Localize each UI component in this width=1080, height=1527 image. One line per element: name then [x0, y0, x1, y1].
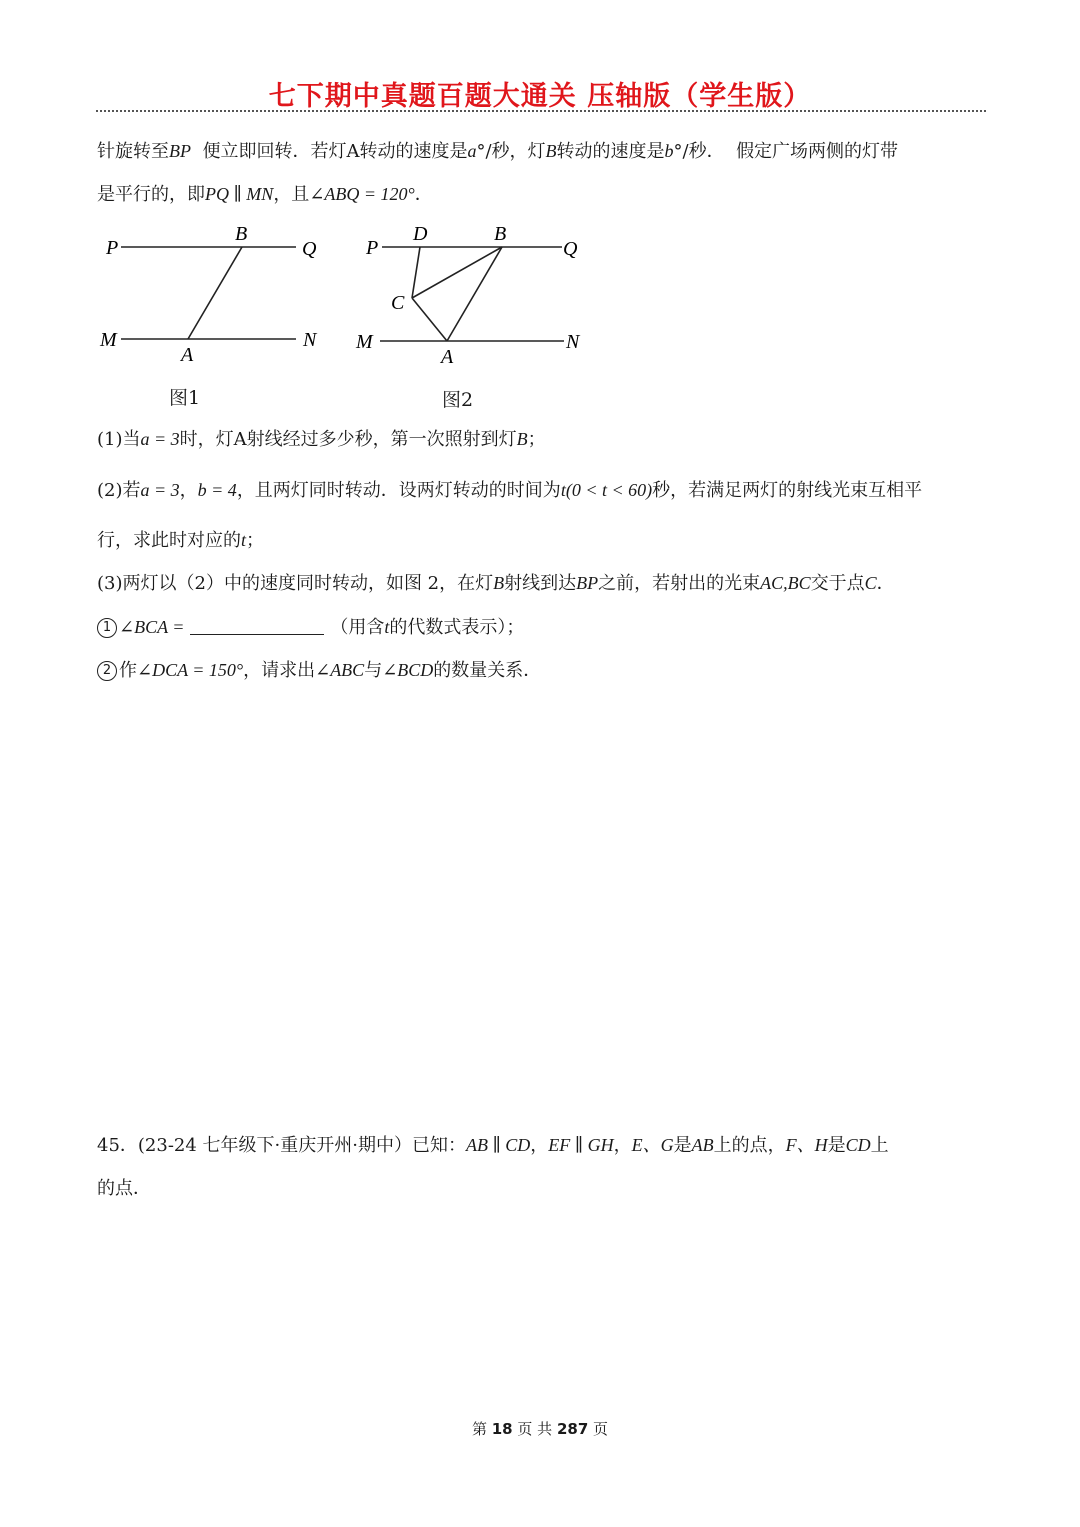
math-acbc: AC,BC — [760, 573, 811, 593]
footer-suffix: 页 — [593, 1420, 609, 1438]
label-m: M — [356, 331, 373, 353]
intro-line-2 — [97, 182, 433, 207]
math-bp: BP — [169, 141, 191, 161]
segment-cb — [412, 247, 502, 298]
question-2-cont — [97, 528, 264, 553]
text: ， — [613, 1135, 632, 1156]
text: 之前，若射出的光束 — [598, 573, 761, 594]
page-footer — [0, 1418, 1080, 1439]
label-q: Q — [563, 238, 578, 260]
text: 的数量关系． — [433, 660, 542, 681]
text: 行，求此时对应的 — [97, 530, 241, 551]
math-angle: ∠ABQ = 120° — [309, 184, 415, 204]
text: 便立即回转．若灯 — [202, 141, 347, 162]
label-n: N — [303, 329, 317, 351]
text: 45．(23-24 七年级下·重庆开州·期中）已知： — [97, 1135, 466, 1156]
math-abc: ∠ABC — [315, 660, 365, 680]
text: ． — [414, 184, 433, 205]
math-b: B — [493, 573, 505, 593]
text: 上的点， — [713, 1135, 786, 1156]
text: 射线经过多少秒，第一次照射到灯 — [246, 429, 517, 450]
page-number: 18 — [491, 1420, 513, 1438]
segment-ca — [412, 298, 447, 341]
text: 与 — [364, 660, 383, 681]
text: (1)当 — [97, 429, 141, 450]
math-t: t — [241, 530, 247, 550]
label-q: Q — [302, 238, 317, 260]
text: 是 — [673, 1135, 692, 1156]
text: ． — [876, 573, 895, 594]
text: 假定广场两侧的灯带 — [736, 141, 899, 162]
figure-1-caption: 图1 — [169, 387, 201, 409]
label-p: P — [366, 237, 379, 259]
page-header-title: 七下期中真题百题大通关 压轴版（学生版） — [268, 81, 812, 112]
figure-1-svg — [96, 218, 336, 368]
question-2 — [97, 478, 922, 503]
text: 射线到达 — [504, 573, 577, 594]
text: 的代数式表示）； — [389, 617, 525, 638]
lamp-a: A — [233, 429, 247, 450]
math-a: a — [467, 141, 477, 161]
text: 是平行的，即 — [97, 184, 205, 205]
math-b: B — [516, 429, 528, 449]
math-c: C — [864, 573, 877, 593]
text: 时，灯 — [179, 429, 234, 450]
math-t: t — [560, 480, 566, 500]
question-1 — [97, 427, 546, 452]
text: °/秒． — [673, 141, 725, 162]
text: ； — [246, 530, 265, 551]
answer-blank[interactable] — [190, 616, 324, 635]
text: °/秒，灯 — [476, 141, 546, 162]
math-angle: ∠BCA = — [119, 617, 185, 637]
text: ， — [530, 1135, 549, 1156]
math-fh: F、H — [785, 1135, 828, 1155]
math-bp: BP — [576, 573, 599, 593]
label-a: A — [181, 344, 194, 366]
label-p: P — [106, 237, 119, 259]
math-bcd: ∠BCD — [382, 660, 434, 680]
math-parallel-2: EF ∥ GH — [548, 1135, 614, 1155]
sub-question-1 — [97, 615, 524, 640]
label-n: N — [566, 331, 580, 353]
math-range: (0 < t < 60) — [565, 480, 653, 500]
text: 转动的速度是 — [556, 141, 665, 162]
segment-ab — [447, 247, 502, 341]
math-eq1: a = 3 — [140, 480, 180, 500]
math-angle: ∠DCA = 150° — [137, 660, 244, 680]
math-eq: a = 3 — [140, 429, 180, 449]
text: 转动的速度是 — [359, 141, 468, 162]
text: ，请求出 — [243, 660, 316, 681]
label-a: A — [441, 346, 454, 368]
text: （用含 — [330, 617, 385, 638]
text: 秒，若满足两灯的射线光束互相平 — [652, 480, 923, 501]
text: 交于点 — [810, 573, 865, 594]
label-b: B — [235, 223, 248, 245]
math-t: t — [384, 617, 390, 637]
text: (2)若 — [97, 480, 141, 501]
label-b: B — [494, 223, 507, 245]
label-d: D — [413, 223, 428, 245]
text: ，且两灯同时转动．设两灯转动的时间为 — [236, 480, 561, 501]
math-eq2: b = 4 — [197, 480, 237, 500]
figure-2-svg — [352, 218, 592, 368]
text: ； — [527, 429, 546, 450]
circled-number: 1 — [97, 618, 117, 638]
lamp-a: A — [346, 141, 360, 162]
text: 是 — [827, 1135, 846, 1156]
sub-question-2 — [97, 658, 541, 683]
page-total: 287 — [556, 1420, 589, 1438]
footer-mid: 页 共 — [517, 1420, 553, 1438]
text: (3)两灯以（2）中的速度同时转动，如图 2，在灯 — [97, 573, 494, 594]
text: 作 — [119, 660, 137, 681]
math-ab: AB — [691, 1135, 714, 1155]
figure-2-caption: 图2 — [442, 389, 474, 411]
footer-prefix: 第 — [471, 1420, 487, 1438]
intro-line-1 — [97, 139, 898, 164]
header-divider — [96, 110, 986, 112]
segment-dc — [412, 247, 420, 298]
question-3 — [97, 571, 895, 596]
math-b: b — [664, 141, 674, 161]
math-cd: CD — [845, 1135, 871, 1155]
math-eg: E、G — [631, 1135, 674, 1155]
circled-number: 2 — [97, 661, 117, 681]
math-parallel: PQ ∥ MN — [205, 184, 274, 204]
figure-1 — [96, 218, 336, 372]
figure-2 — [352, 218, 592, 372]
math-parallel-1: AB ∥ CD — [465, 1135, 531, 1155]
text: ， — [179, 480, 198, 501]
label-c: C — [391, 292, 405, 314]
segment-ab — [188, 247, 242, 339]
math-b-lamp: B — [545, 141, 557, 161]
text: 上 — [870, 1135, 889, 1156]
question-45-cont: 的点． — [97, 1178, 151, 1199]
text: 针旋转至 — [97, 141, 169, 162]
question-45 — [97, 1133, 889, 1158]
label-m: M — [100, 329, 117, 351]
text: ，且 — [273, 184, 310, 205]
